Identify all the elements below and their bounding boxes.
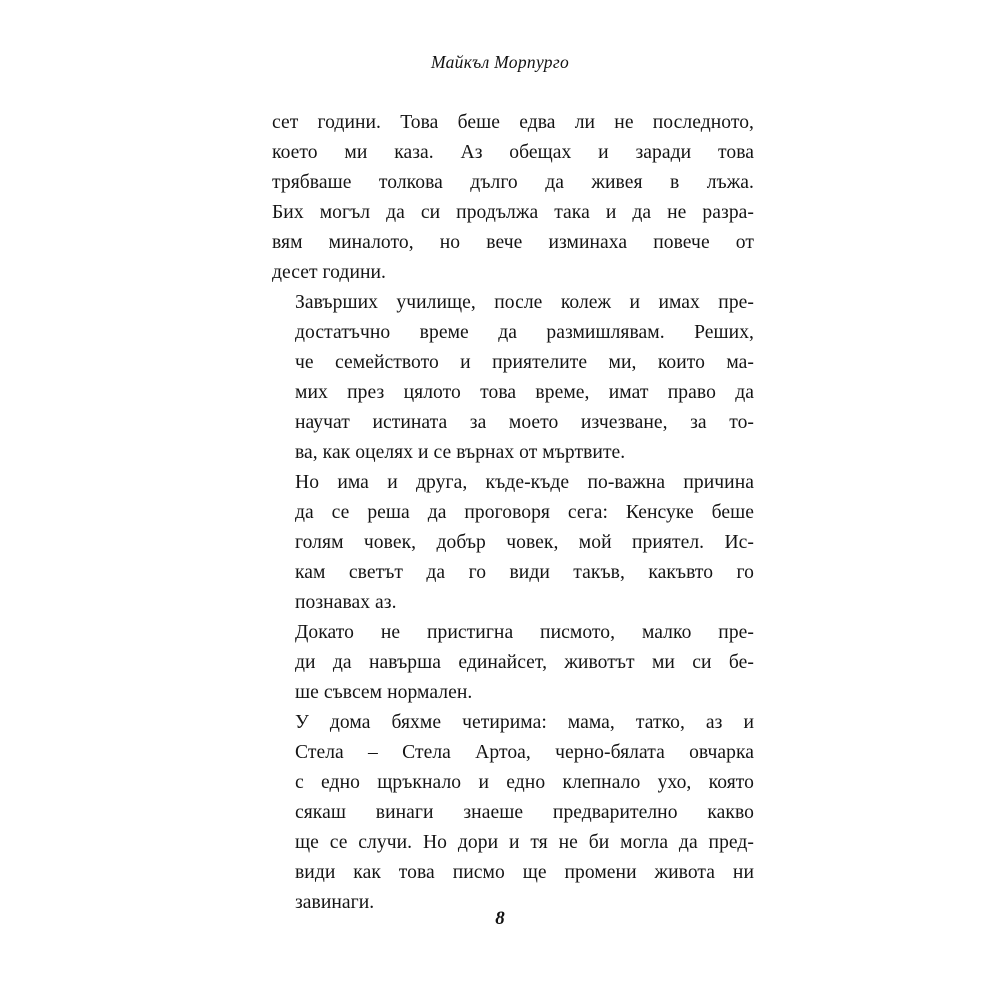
text-line: ще се случи. Но дори и тя не би могла да пред- bbox=[295, 832, 754, 853]
text-line: трябваше толкова дълго да живея в лъжа. bbox=[272, 172, 754, 193]
text-line: ва, как оцелях и се върнах от мъртвите. bbox=[295, 442, 626, 463]
text-line: сякаш винаги знаеше предварително какво bbox=[295, 802, 754, 823]
text-line: с едно щръкнало и едно клепнало ухо, която bbox=[295, 772, 754, 793]
body-text-block bbox=[272, 108, 754, 918]
text-line: сет години. Това беше едва ли не последното, bbox=[272, 112, 754, 133]
running-head: Майкъл Морпурго bbox=[430, 52, 570, 72]
text-line: Завърших училище, после колеж и имах пре- bbox=[295, 292, 754, 313]
paragraph bbox=[272, 108, 754, 288]
text-line: кам светът да го види такъв, какъвто го bbox=[295, 562, 754, 583]
text-line: види как това писмо ще промени живота ни bbox=[295, 862, 754, 883]
text-line: че семейството и приятелите ми, които ма- bbox=[295, 352, 754, 373]
text-line: Стела – Стела Артоа, черно-бялата овчарка bbox=[295, 742, 754, 763]
text-line: Бих могъл да си продължа така и да не разра- bbox=[272, 202, 754, 223]
text-line: голям човек, добър човек, мой приятел. Ис- bbox=[295, 532, 754, 553]
paragraph bbox=[272, 468, 754, 618]
text-line: мих през цялото това време, имат право да bbox=[295, 382, 754, 403]
text-line: десет години. bbox=[272, 262, 387, 283]
text-line: Но има и друга, къде-къде по-важна причина bbox=[295, 472, 754, 493]
text-line: научат истината за моето изчезване, за то- bbox=[295, 412, 754, 433]
text-line: достатъчно време да размишлявам. Реших, bbox=[295, 322, 754, 343]
text-line: ди да навърша единайсет, животът ми си бе- bbox=[295, 652, 754, 673]
text-line: У дома бяхме четирима: мама, татко, аз и bbox=[295, 712, 754, 733]
text-line: вям миналото, но вече изминаха повече от bbox=[272, 232, 754, 253]
paragraph bbox=[272, 288, 754, 468]
paragraph bbox=[272, 618, 754, 708]
text-line: завинаги. bbox=[295, 892, 375, 913]
text-line: Докато не пристигна писмото, малко пре- bbox=[295, 622, 754, 643]
text-line: което ми каза. Аз обещах и заради това bbox=[272, 142, 754, 163]
text-line: познавах аз. bbox=[295, 592, 397, 613]
paragraph bbox=[272, 708, 754, 918]
page-number: 8 bbox=[495, 908, 505, 929]
text-line: да се реша да проговоря сега: Кенсуке беше bbox=[295, 502, 754, 523]
text-line: ше съвсем нормален. bbox=[295, 682, 473, 703]
